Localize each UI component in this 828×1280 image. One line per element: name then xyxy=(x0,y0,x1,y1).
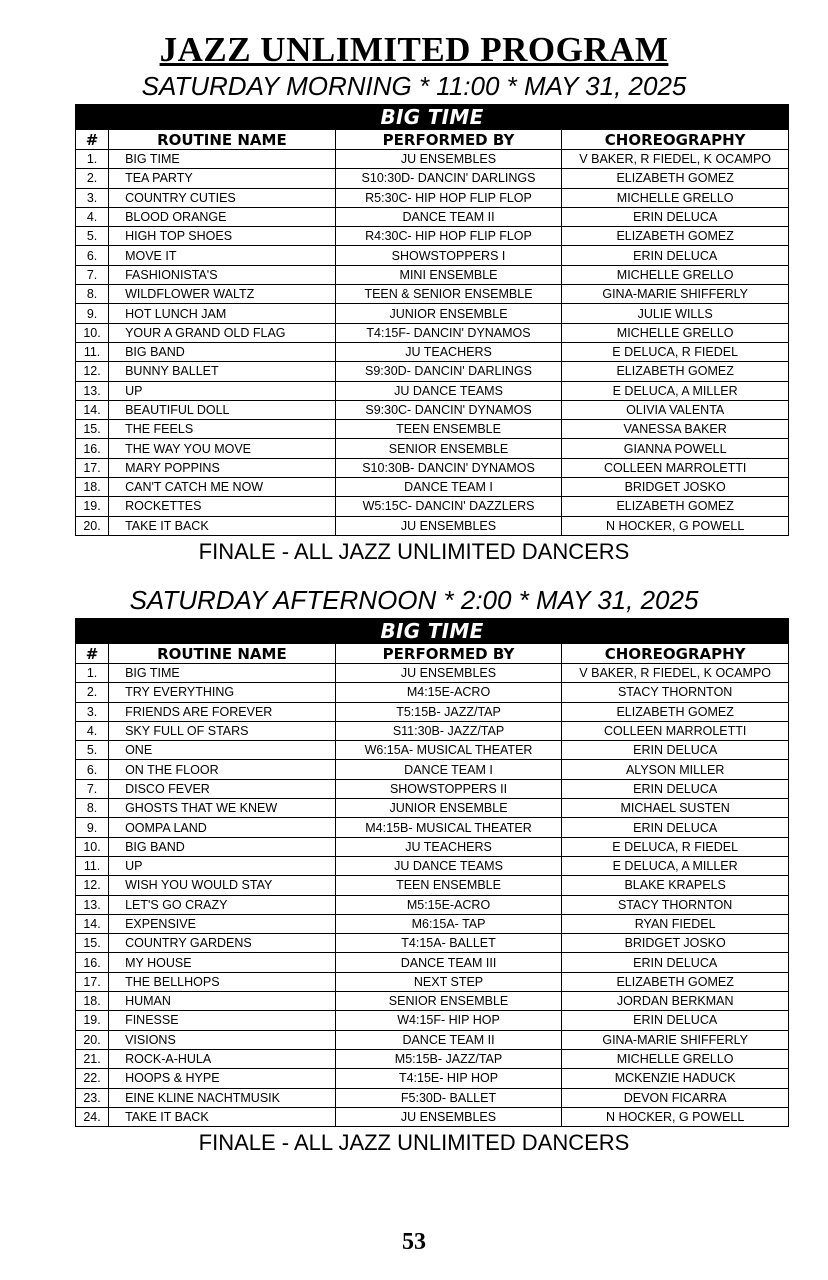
performed-by-cell: W5:15C- DANCIN' DAZZLERS xyxy=(335,497,562,516)
table-row xyxy=(76,876,789,895)
performed-by-cell: S10:30B- DANCIN' DYNAMOS xyxy=(335,458,562,477)
routine-name-cell: FASHIONISTA'S xyxy=(109,265,336,284)
choreography-cell: RYAN FIEDEL xyxy=(562,914,789,933)
performed-by-cell: S9:30D- DANCIN' DARLINGS xyxy=(335,362,562,381)
row-number-cell: 23. xyxy=(76,1088,109,1107)
performed-by-cell: SHOWSTOPPERS II xyxy=(335,779,562,798)
routine-name-cell: ROCK-A-HULA xyxy=(109,1049,336,1068)
morning-program-table xyxy=(75,104,789,536)
choreography-cell: GINA-MARIE SHIFFERLY xyxy=(562,1030,789,1049)
table-row xyxy=(76,683,789,702)
choreography-cell: BRIDGET JOSKO xyxy=(562,478,789,497)
table-row xyxy=(76,837,789,856)
row-number-cell: 10. xyxy=(76,837,109,856)
routine-name-cell: MARY POPPINS xyxy=(109,458,336,477)
choreography-cell: ERIN DELUCA xyxy=(562,207,789,226)
routine-name-cell: UP xyxy=(109,381,336,400)
row-number-cell: 19. xyxy=(76,1011,109,1030)
routine-name-cell: HUMAN xyxy=(109,992,336,1011)
routine-name-cell: THE BELLHOPS xyxy=(109,972,336,991)
row-number-cell: 13. xyxy=(76,381,109,400)
column-header-choreography: CHOREOGRAPHY xyxy=(562,644,789,664)
choreography-cell: ELIZABETH GOMEZ xyxy=(562,227,789,246)
choreography-cell: STACY THORNTON xyxy=(562,683,789,702)
performed-by-cell: JU DANCE TEAMS xyxy=(335,381,562,400)
row-number-cell: 18. xyxy=(76,478,109,497)
performed-by-cell: DANCE TEAM I xyxy=(335,760,562,779)
routine-name-cell: CAN'T CATCH ME NOW xyxy=(109,478,336,497)
performed-by-cell: JU ENSEMBLES xyxy=(335,1107,562,1126)
column-header-choreography: CHOREOGRAPHY xyxy=(562,130,789,150)
choreography-cell: ELIZABETH GOMEZ xyxy=(562,972,789,991)
table-row xyxy=(76,934,789,953)
table-row xyxy=(76,207,789,226)
row-number-cell: 12. xyxy=(76,876,109,895)
table-row xyxy=(76,227,789,246)
choreography-cell: ERIN DELUCA xyxy=(562,246,789,265)
performed-by-cell: TEEN & SENIOR ENSEMBLE xyxy=(335,285,562,304)
choreography-cell: ERIN DELUCA xyxy=(562,953,789,972)
row-number-cell: 7. xyxy=(76,779,109,798)
routine-name-cell: MOVE IT xyxy=(109,246,336,265)
row-number-cell: 17. xyxy=(76,972,109,991)
row-number-cell: 16. xyxy=(76,439,109,458)
performed-by-cell: T4:15A- BALLET xyxy=(335,934,562,953)
row-number-cell: 10. xyxy=(76,323,109,342)
row-number-cell: 15. xyxy=(76,420,109,439)
table-row xyxy=(76,400,789,419)
routine-name-cell: ONE xyxy=(109,741,336,760)
row-number-cell: 11. xyxy=(76,856,109,875)
table-row xyxy=(76,323,789,342)
performed-by-cell: R4:30C- HIP HOP FLIP FLOP xyxy=(335,227,562,246)
table-row xyxy=(76,342,789,361)
performed-by-cell: MINI ENSEMBLE xyxy=(335,265,562,284)
routine-name-cell: WISH YOU WOULD STAY xyxy=(109,876,336,895)
routine-name-cell: OOMPA LAND xyxy=(109,818,336,837)
routine-name-cell: ROCKETTES xyxy=(109,497,336,516)
routine-name-cell: TAKE IT BACK xyxy=(109,516,336,535)
table-row xyxy=(76,150,789,169)
row-number-cell: 19. xyxy=(76,497,109,516)
row-number-cell: 5. xyxy=(76,741,109,760)
routine-name-cell: LET'S GO CRAZY xyxy=(109,895,336,914)
table-row xyxy=(76,169,789,188)
routine-name-cell: COUNTRY GARDENS xyxy=(109,934,336,953)
routine-name-cell: HOT LUNCH JAM xyxy=(109,304,336,323)
choreography-cell: COLLEEN MARROLETTI xyxy=(562,721,789,740)
routine-name-cell: BEAUTIFUL DOLL xyxy=(109,400,336,419)
row-number-cell: 4. xyxy=(76,207,109,226)
choreography-cell: OLIVIA VALENTA xyxy=(562,400,789,419)
table-row xyxy=(76,818,789,837)
table-row xyxy=(76,265,789,284)
choreography-cell: MICHELLE GRELLO xyxy=(562,188,789,207)
afternoon-table-body xyxy=(76,664,789,1127)
column-header-number: # xyxy=(76,644,109,664)
routine-name-cell: BLOOD ORANGE xyxy=(109,207,336,226)
choreography-cell: COLLEEN MARROLETTI xyxy=(562,458,789,477)
row-number-cell: 9. xyxy=(76,304,109,323)
table-row xyxy=(76,721,789,740)
column-header-number: # xyxy=(76,130,109,150)
row-number-cell: 21. xyxy=(76,1049,109,1068)
choreography-cell: E DELUCA, A MILLER xyxy=(562,856,789,875)
performed-by-cell: T5:15B- JAZZ/TAP xyxy=(335,702,562,721)
choreography-cell: E DELUCA, A MILLER xyxy=(562,381,789,400)
performed-by-cell: NEXT STEP xyxy=(335,972,562,991)
performed-by-cell: M5:15B- JAZZ/TAP xyxy=(335,1049,562,1068)
choreography-cell: ALYSON MILLER xyxy=(562,760,789,779)
performed-by-cell: TEEN ENSEMBLE xyxy=(335,876,562,895)
choreography-cell: GINA-MARIE SHIFFERLY xyxy=(562,285,789,304)
routine-name-cell: FINESSE xyxy=(109,1011,336,1030)
choreography-cell: ELIZABETH GOMEZ xyxy=(562,362,789,381)
performed-by-cell: S11:30B- JAZZ/TAP xyxy=(335,721,562,740)
row-number-cell: 22. xyxy=(76,1069,109,1088)
choreography-cell: V BAKER, R FIEDEL, K OCAMPO xyxy=(562,664,789,683)
performed-by-cell: TEEN ENSEMBLE xyxy=(335,420,562,439)
routine-name-cell: EXPENSIVE xyxy=(109,914,336,933)
table-row xyxy=(76,914,789,933)
performed-by-cell: F5:30D- BALLET xyxy=(335,1088,562,1107)
row-number-cell: 2. xyxy=(76,169,109,188)
table-row xyxy=(76,856,789,875)
choreography-cell: JORDAN BERKMAN xyxy=(562,992,789,1011)
choreography-cell: ERIN DELUCA xyxy=(562,741,789,760)
performed-by-cell: JU TEACHERS xyxy=(335,342,562,361)
choreography-cell: MICHAEL SUSTEN xyxy=(562,799,789,818)
performed-by-cell: M4:15B- MUSICAL THEATER xyxy=(335,818,562,837)
choreography-cell: STACY THORNTON xyxy=(562,895,789,914)
row-number-cell: 3. xyxy=(76,188,109,207)
routine-name-cell: TEA PARTY xyxy=(109,169,336,188)
table-row xyxy=(76,760,789,779)
program-title: JAZZ UNLIMITED PROGRAM xyxy=(159,30,669,69)
choreography-cell: ERIN DELUCA xyxy=(562,818,789,837)
table-row xyxy=(76,741,789,760)
performed-by-cell: DANCE TEAM II xyxy=(335,1030,562,1049)
row-number-cell: 6. xyxy=(76,246,109,265)
row-number-cell: 15. xyxy=(76,934,109,953)
routine-name-cell: BIG BAND xyxy=(109,837,336,856)
table-row xyxy=(76,497,789,516)
row-number-cell: 18. xyxy=(76,992,109,1011)
performed-by-cell: JU ENSEMBLES xyxy=(335,664,562,683)
choreography-cell: VANESSA BAKER xyxy=(562,420,789,439)
choreography-cell: N HOCKER, G POWELL xyxy=(562,516,789,535)
morning-finale: FINALE - ALL JAZZ UNLIMITED DANCERS xyxy=(198,539,630,564)
performed-by-cell: W6:15A- MUSICAL THEATER xyxy=(335,741,562,760)
column-header-routine-name: ROUTINE NAME xyxy=(109,130,336,150)
table-row xyxy=(76,895,789,914)
table-row xyxy=(76,285,789,304)
morning-session-heading: SATURDAY MORNING * 11:00 * MAY 31, 2025 xyxy=(141,71,687,101)
performed-by-cell: JU ENSEMBLES xyxy=(335,516,562,535)
performed-by-cell: JUNIOR ENSEMBLE xyxy=(335,799,562,818)
routine-name-cell: MY HOUSE xyxy=(109,953,336,972)
performed-by-cell: SENIOR ENSEMBLE xyxy=(335,439,562,458)
choreography-cell: N HOCKER, G POWELL xyxy=(562,1107,789,1126)
table-row xyxy=(76,1088,789,1107)
choreography-cell: ERIN DELUCA xyxy=(562,1011,789,1030)
performed-by-cell: JU ENSEMBLES xyxy=(335,150,562,169)
row-number-cell: 11. xyxy=(76,342,109,361)
performed-by-cell: W4:15F- HIP HOP xyxy=(335,1011,562,1030)
choreography-cell: MICHELLE GRELLO xyxy=(562,265,789,284)
table-row xyxy=(76,972,789,991)
table-row xyxy=(76,381,789,400)
choreography-cell: ELIZABETH GOMEZ xyxy=(562,497,789,516)
row-number-cell: 7. xyxy=(76,265,109,284)
performed-by-cell: JUNIOR ENSEMBLE xyxy=(335,304,562,323)
row-number-cell: 14. xyxy=(76,914,109,933)
routine-name-cell: COUNTRY CUTIES xyxy=(109,188,336,207)
table-row xyxy=(76,799,789,818)
afternoon-banner: BIG TIME xyxy=(76,619,789,644)
table-row xyxy=(76,516,789,535)
afternoon-session-heading: SATURDAY AFTERNOON * 2:00 * MAY 31, 2025 xyxy=(129,585,699,615)
choreography-cell: ELIZABETH GOMEZ xyxy=(562,702,789,721)
routine-name-cell: BUNNY BALLET xyxy=(109,362,336,381)
table-row xyxy=(76,664,789,683)
page-number: 53 xyxy=(402,1229,426,1255)
routine-name-cell: EINE KLINE NACHTMUSIK xyxy=(109,1088,336,1107)
choreography-cell: E DELUCA, R FIEDEL xyxy=(562,342,789,361)
routine-name-cell: VISIONS xyxy=(109,1030,336,1049)
routine-name-cell: WILDFLOWER WALTZ xyxy=(109,285,336,304)
performed-by-cell: M6:15A- TAP xyxy=(335,914,562,933)
performed-by-cell: SENIOR ENSEMBLE xyxy=(335,992,562,1011)
row-number-cell: 9. xyxy=(76,818,109,837)
column-header-performed-by: PERFORMED BY xyxy=(335,644,562,664)
row-number-cell: 5. xyxy=(76,227,109,246)
table-row xyxy=(76,1107,789,1126)
table-row xyxy=(76,246,789,265)
performed-by-cell: R5:30C- HIP HOP FLIP FLOP xyxy=(335,188,562,207)
choreography-cell: DEVON FICARRA xyxy=(562,1088,789,1107)
performed-by-cell: T4:15F- DANCIN' DYNAMOS xyxy=(335,323,562,342)
row-number-cell: 3. xyxy=(76,702,109,721)
choreography-cell: ERIN DELUCA xyxy=(562,779,789,798)
table-row xyxy=(76,702,789,721)
table-row xyxy=(76,779,789,798)
column-header-routine-name: ROUTINE NAME xyxy=(109,644,336,664)
table-row xyxy=(76,304,789,323)
table-row xyxy=(76,1030,789,1049)
afternoon-finale: FINALE - ALL JAZZ UNLIMITED DANCERS xyxy=(198,1130,630,1155)
routine-name-cell: THE FEELS xyxy=(109,420,336,439)
routine-name-cell: GHOSTS THAT WE KNEW xyxy=(109,799,336,818)
table-row xyxy=(76,362,789,381)
performed-by-cell: JU DANCE TEAMS xyxy=(335,856,562,875)
routine-name-cell: HOOPS & HYPE xyxy=(109,1069,336,1088)
performed-by-cell: M5:15E-ACRO xyxy=(335,895,562,914)
routine-name-cell: SKY FULL OF STARS xyxy=(109,721,336,740)
afternoon-program-table xyxy=(75,618,789,1127)
choreography-cell: E DELUCA, R FIEDEL xyxy=(562,837,789,856)
row-number-cell: 16. xyxy=(76,953,109,972)
table-row xyxy=(76,188,789,207)
routine-name-cell: HIGH TOP SHOES xyxy=(109,227,336,246)
row-number-cell: 12. xyxy=(76,362,109,381)
row-number-cell: 1. xyxy=(76,664,109,683)
choreography-cell: MICHELLE GRELLO xyxy=(562,323,789,342)
routine-name-cell: ON THE FLOOR xyxy=(109,760,336,779)
row-number-cell: 8. xyxy=(76,799,109,818)
column-header-performed-by: PERFORMED BY xyxy=(335,130,562,150)
performed-by-cell: JU TEACHERS xyxy=(335,837,562,856)
table-row xyxy=(76,1049,789,1068)
choreography-cell: BLAKE KRAPELS xyxy=(562,876,789,895)
routine-name-cell: BIG BAND xyxy=(109,342,336,361)
row-number-cell: 17. xyxy=(76,458,109,477)
table-row xyxy=(76,420,789,439)
table-row xyxy=(76,439,789,458)
routine-name-cell: THE WAY YOU MOVE xyxy=(109,439,336,458)
performed-by-cell: S10:30D- DANCIN' DARLINGS xyxy=(335,169,562,188)
row-number-cell: 1. xyxy=(76,150,109,169)
row-number-cell: 4. xyxy=(76,721,109,740)
performed-by-cell: M4:15E-ACRO xyxy=(335,683,562,702)
morning-banner: BIG TIME xyxy=(76,105,789,130)
choreography-cell: GIANNA POWELL xyxy=(562,439,789,458)
row-number-cell: 24. xyxy=(76,1107,109,1126)
table-row xyxy=(76,1011,789,1030)
row-number-cell: 20. xyxy=(76,1030,109,1049)
performed-by-cell: DANCE TEAM III xyxy=(335,953,562,972)
choreography-cell: MICHELLE GRELLO xyxy=(562,1049,789,1068)
routine-name-cell: FRIENDS ARE FOREVER xyxy=(109,702,336,721)
choreography-cell: BRIDGET JOSKO xyxy=(562,934,789,953)
performed-by-cell: SHOWSTOPPERS I xyxy=(335,246,562,265)
table-row xyxy=(76,1069,789,1088)
row-number-cell: 6. xyxy=(76,760,109,779)
routine-name-cell: DISCO FEVER xyxy=(109,779,336,798)
routine-name-cell: BIG TIME xyxy=(109,664,336,683)
performed-by-cell: T4:15E- HIP HOP xyxy=(335,1069,562,1088)
routine-name-cell: YOUR A GRAND OLD FLAG xyxy=(109,323,336,342)
row-number-cell: 8. xyxy=(76,285,109,304)
row-number-cell: 14. xyxy=(76,400,109,419)
performed-by-cell: S9:30C- DANCIN' DYNAMOS xyxy=(335,400,562,419)
choreography-cell: V BAKER, R FIEDEL, K OCAMPO xyxy=(562,150,789,169)
morning-table-body xyxy=(76,150,789,536)
table-row xyxy=(76,458,789,477)
table-row xyxy=(76,992,789,1011)
table-row xyxy=(76,953,789,972)
table-row xyxy=(76,478,789,497)
row-number-cell: 20. xyxy=(76,516,109,535)
routine-name-cell: BIG TIME xyxy=(109,150,336,169)
performed-by-cell: DANCE TEAM II xyxy=(335,207,562,226)
routine-name-cell: UP xyxy=(109,856,336,875)
routine-name-cell: TRY EVERYTHING xyxy=(109,683,336,702)
choreography-cell: ELIZABETH GOMEZ xyxy=(562,169,789,188)
choreography-cell: JULIE WILLS xyxy=(562,304,789,323)
row-number-cell: 13. xyxy=(76,895,109,914)
performed-by-cell: DANCE TEAM I xyxy=(335,478,562,497)
row-number-cell: 2. xyxy=(76,683,109,702)
routine-name-cell: TAKE IT BACK xyxy=(109,1107,336,1126)
choreography-cell: MCKENZIE HADUCK xyxy=(562,1069,789,1088)
